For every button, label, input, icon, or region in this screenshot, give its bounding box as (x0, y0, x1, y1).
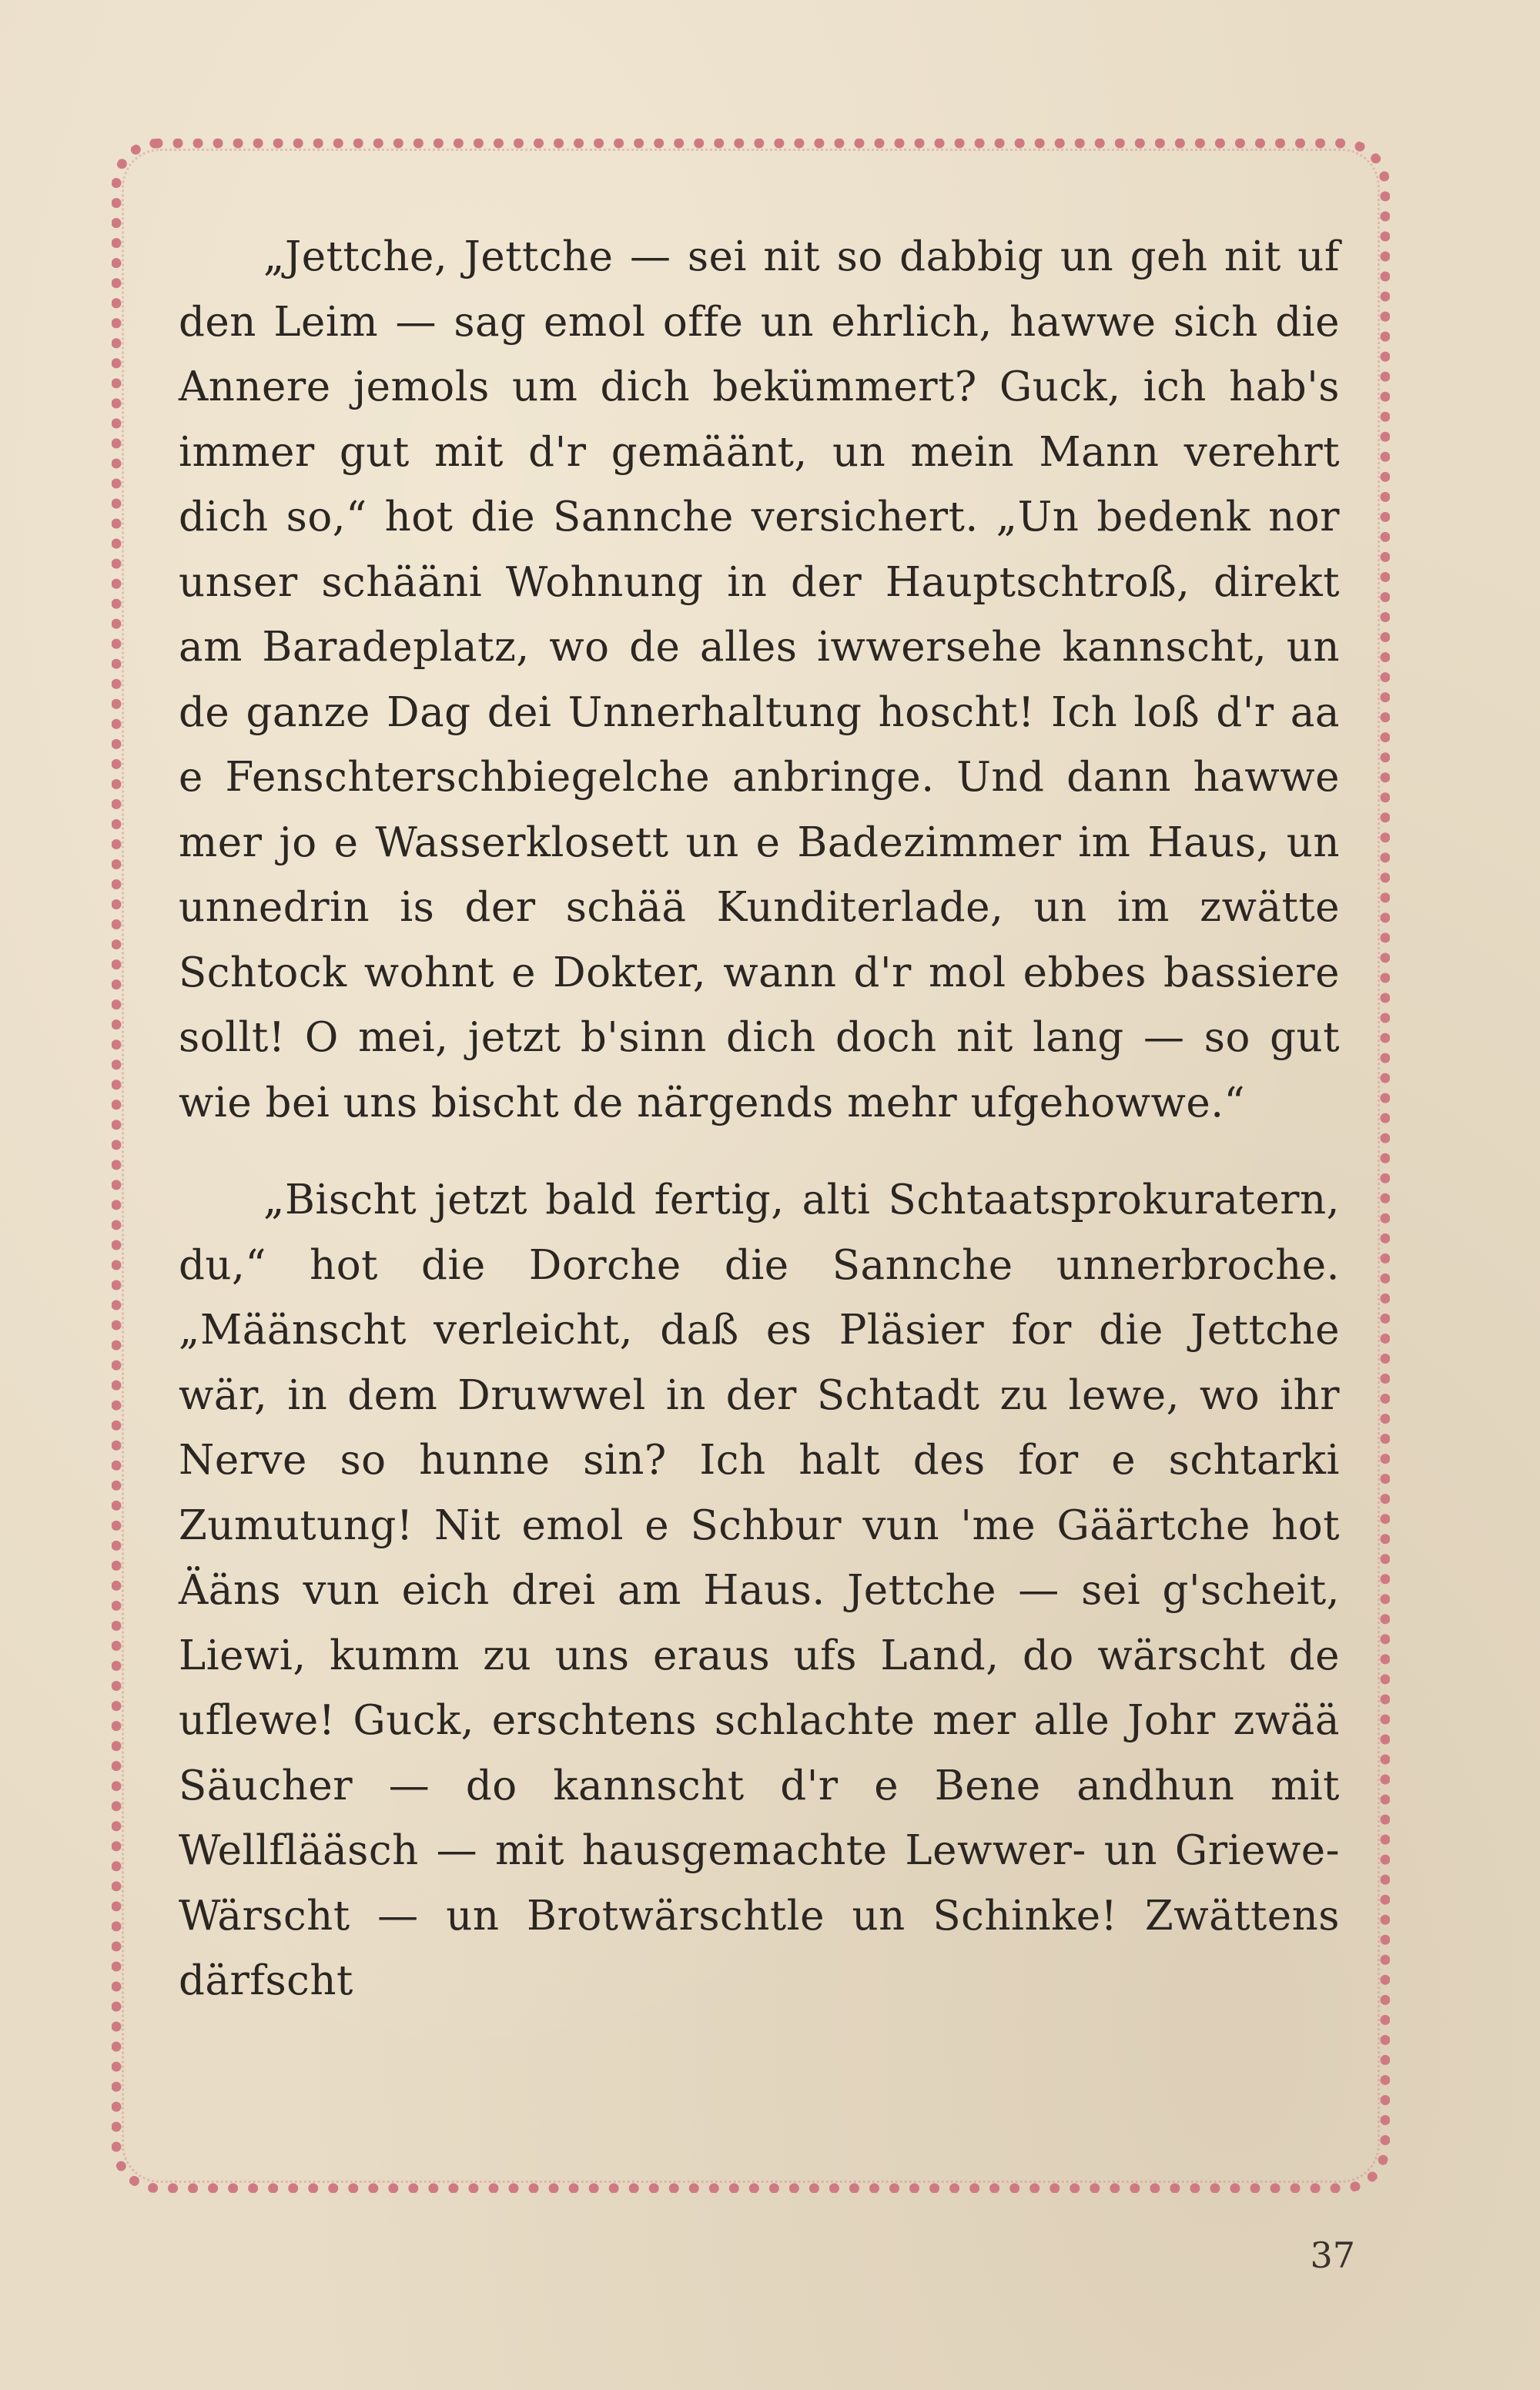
paragraph-2: „Bischt jetzt bald fertig, alti Schtaatsprokuratern, du,“ hot die Dorche die Sannche unnerbroche. „Määnscht verleicht, daß es Pläsier for die Jettche wär, in dem Druwwel in der Schtadt zu lewe, wo ihr Nerve so hunne sin? Ich halt des for e schtarki Zumutung! Nit emol e Schbur vun 'me Gäärtche hot Ääns vun eich drei am Haus. Jettche — sei g'scheit, Liewi, kumm zu uns eraus ufs Land, do wärscht de uflewe! Guck, erschtens schlachte mer alle Johr zwää Säucher — do kannscht d'r e Bene andhun mit Wellflääsch — mit hausgemachte Lewwer- un Griewe-Wärscht — un Brotwärschtle un Schinke! Zwättens därfscht (179, 1177, 1340, 2004)
page-number: 37 (1310, 2234, 1355, 2276)
paragraph-1: „Jettche, Jettche — sei nit so dabbig un geh nit uf den Leim — sag emol offe un ehrlich, hawwe sich die Annere jemols um dich bekümmert? Guck, ich hab's immer gut mit d'r gemäänt, un mein Mann verehrt dich so,“ hot die Sannche versichert. „Un bedenk nor unser schääni Wohnung in der Hauptschtroß, direkt am Baradeplatz, wo de alles iwwersehe kannscht, un de ganze Dag dei Unnerhaltung hoscht! Ich loß d'r aa e Fenschterschbiegelche anbringe. Und dann hawwe mer jo e Wasserklosett un e Badezimmer im Haus, un unnedrin is der schää Kunditerlade, un im zwätte Schtock wohnt e Dokter, wann d'r mol ebbes bassiere sollt! O mei, jetzt b'sinn dich doch nit lang — so gut wie bei uns bischt de närgends mehr ufgehowwe.“ (179, 233, 1340, 1126)
body-text (179, 225, 1340, 2014)
